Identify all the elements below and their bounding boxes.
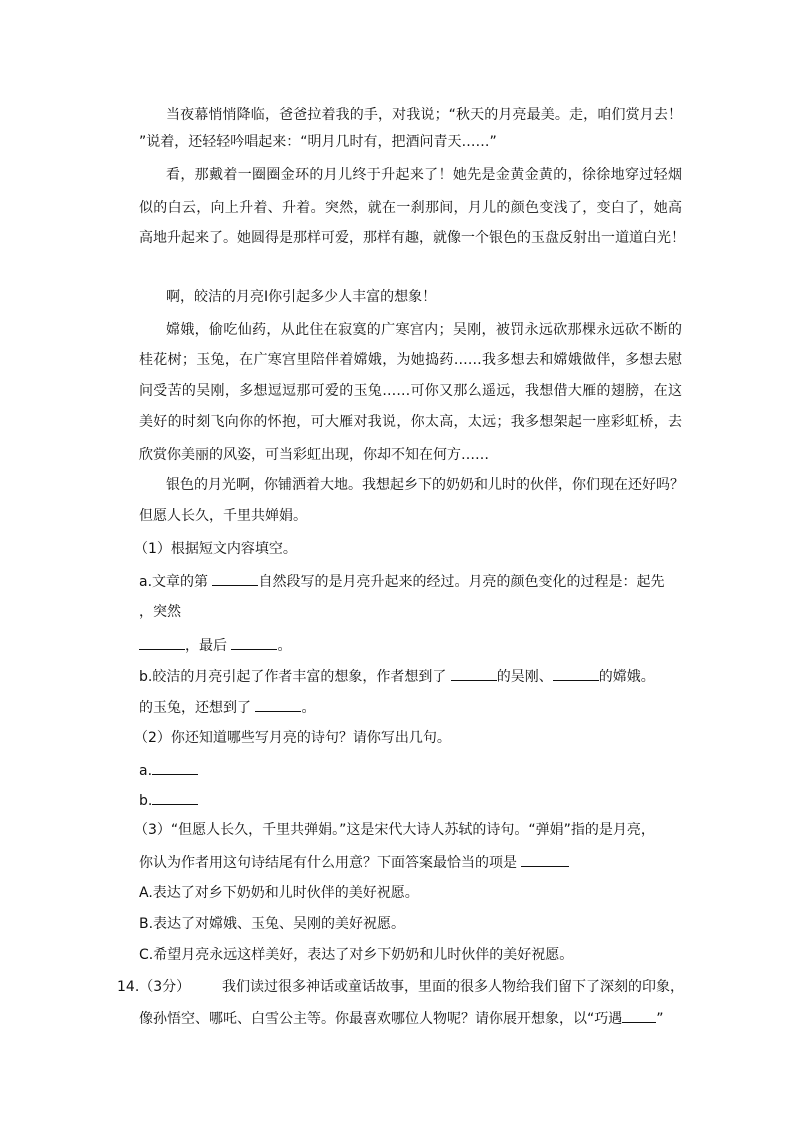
answer-blank[interactable] (255, 697, 301, 712)
answer-blank[interactable] (231, 635, 277, 650)
paragraph-4-line: 问受苦的吴刚，多想逗逗那可爱的玉兔……可你又那么遥远，我想借大雁的翅膀，在这 (139, 383, 682, 399)
option-b: B.表达了对嫦娥、玉兔、吴刚的美好祝愿。 (139, 916, 406, 932)
answer-blank[interactable] (212, 571, 258, 586)
paragraph-5-line: 银色的月光啊，你铺洒着大地。我想起乡下的奶奶和儿时的伙伴，你们现在还好吗？ (166, 477, 684, 493)
paragraph-2-line: 看，那戴着一圈圈金环的月儿终于升起来了！她先是金黄金黄的，徐徐地穿过轻烟 (166, 167, 682, 183)
question-3-line (139, 852, 569, 872)
answer-blank[interactable] (152, 790, 198, 805)
text: a. (139, 763, 153, 779)
text: 你认为作者用这句诗结尾有什么用意？下面答案最恰当的项是 (139, 855, 522, 871)
text: ” (656, 1011, 664, 1027)
question-14-line (139, 1008, 664, 1028)
question-1b-line (139, 697, 315, 717)
question-1a-line (139, 635, 291, 655)
paragraph-2-line: 高地升起来了。她圆得是那样可爱，那样有趣，就像一个银色的玉盘反射出一道道白光！ (139, 230, 685, 246)
answer-blank[interactable] (553, 666, 599, 681)
paragraph-3-line: 啊，皎洁的月亮I你引起多少人丰富的想象！ (166, 289, 437, 305)
answer-blank[interactable] (152, 760, 198, 775)
answer-blank[interactable] (521, 852, 569, 867)
answer-blank[interactable] (622, 1008, 656, 1023)
question-2b-line (139, 790, 198, 810)
question-1a-line (139, 571, 664, 591)
question-14-number: 14.（3分） (117, 979, 191, 995)
paragraph-1-line: 当夜幕悄悄降临，爸爸拉着我的手，对我说；“秋天的月亮最美。走，咱们赏月去！ (166, 107, 682, 123)
option-c: C.希望月亮永远这样美好，表达了对乡下奶奶和儿时伙伴的美好祝愿。 (139, 947, 574, 963)
text: 像孙悟空、哪吒、白雪公主等。你最喜欢哪位人物呢？请你展开想象，以“巧遇 (139, 1011, 623, 1027)
text: b.皎洁的月亮引起了作者丰富的想象，作者想到了 (139, 669, 451, 685)
text: 的玉兔，还想到了 (139, 700, 256, 716)
text: a.文章的第 (139, 574, 213, 590)
question-14-line: 我们读过很多神话或童话故事，里面的很多人物给我们留下了深刻的印象， (222, 979, 684, 995)
paragraph-4-line: 美好的时刻飞向你的怀抱，可大雁对我说，你太高，太远；我多想架起一座彩虹桥，去 (139, 414, 682, 430)
paragraph-4-line: 桂花树；玉兔，在广寒宫里陪伴着嫦娥，为她捣药……我多想去和嫦娥做伴，多想去慰 (139, 352, 682, 368)
question-1b-line (139, 666, 655, 686)
text: ，最后 (185, 638, 232, 654)
text: 的嫦娥。 (598, 669, 655, 685)
question-1-title: （1）根据短文内容填空。 (134, 541, 297, 557)
text: 自然段写的是月亮升起来的经过。月亮的颜色变化的过程是：起先 (258, 574, 665, 590)
paragraph-5-line: 但愿人长久，千里共婵娟。 (139, 508, 307, 524)
question-2-title: （2）你还知道哪些写月亮的诗句？请你写出几句。 (134, 730, 451, 746)
answer-blank[interactable] (139, 635, 185, 650)
text: 。 (301, 700, 316, 716)
question-3-line: （3）“但愿人长久，千里共弹娟。”这是宋代大诗人苏轼的诗句。“弹娟”指的是月亮， (134, 822, 655, 838)
paragraph-4-line: 嫦娥，偷吃仙药，从此住在寂寞的广寒宫内；吴刚，被罚永远砍那棵永远砍不断的 (166, 322, 682, 338)
paragraph-1-line: ”说着，还轻轻吟唱起来：“明月几时有，把酒问青天……” (139, 134, 497, 150)
paragraph-4-line: 欣赏你美丽的风姿，可当彩虹出现，你却不知在何方…… (139, 447, 489, 463)
option-a: A.表达了对乡下奶奶和儿时伙伴的美好祝愿。 (139, 885, 419, 901)
text: 的吴刚、 (496, 669, 553, 685)
question-1a-line: ，突然 (139, 604, 181, 620)
text: 。 (277, 638, 292, 654)
answer-blank[interactable] (451, 666, 497, 681)
question-2a-line (139, 760, 198, 780)
text: b. (139, 793, 153, 809)
paragraph-2-line: 似的白云，向上升着、升着。突然，就在一刹那间，月儿的颜色变浅了，变白了，她高 (139, 200, 682, 216)
